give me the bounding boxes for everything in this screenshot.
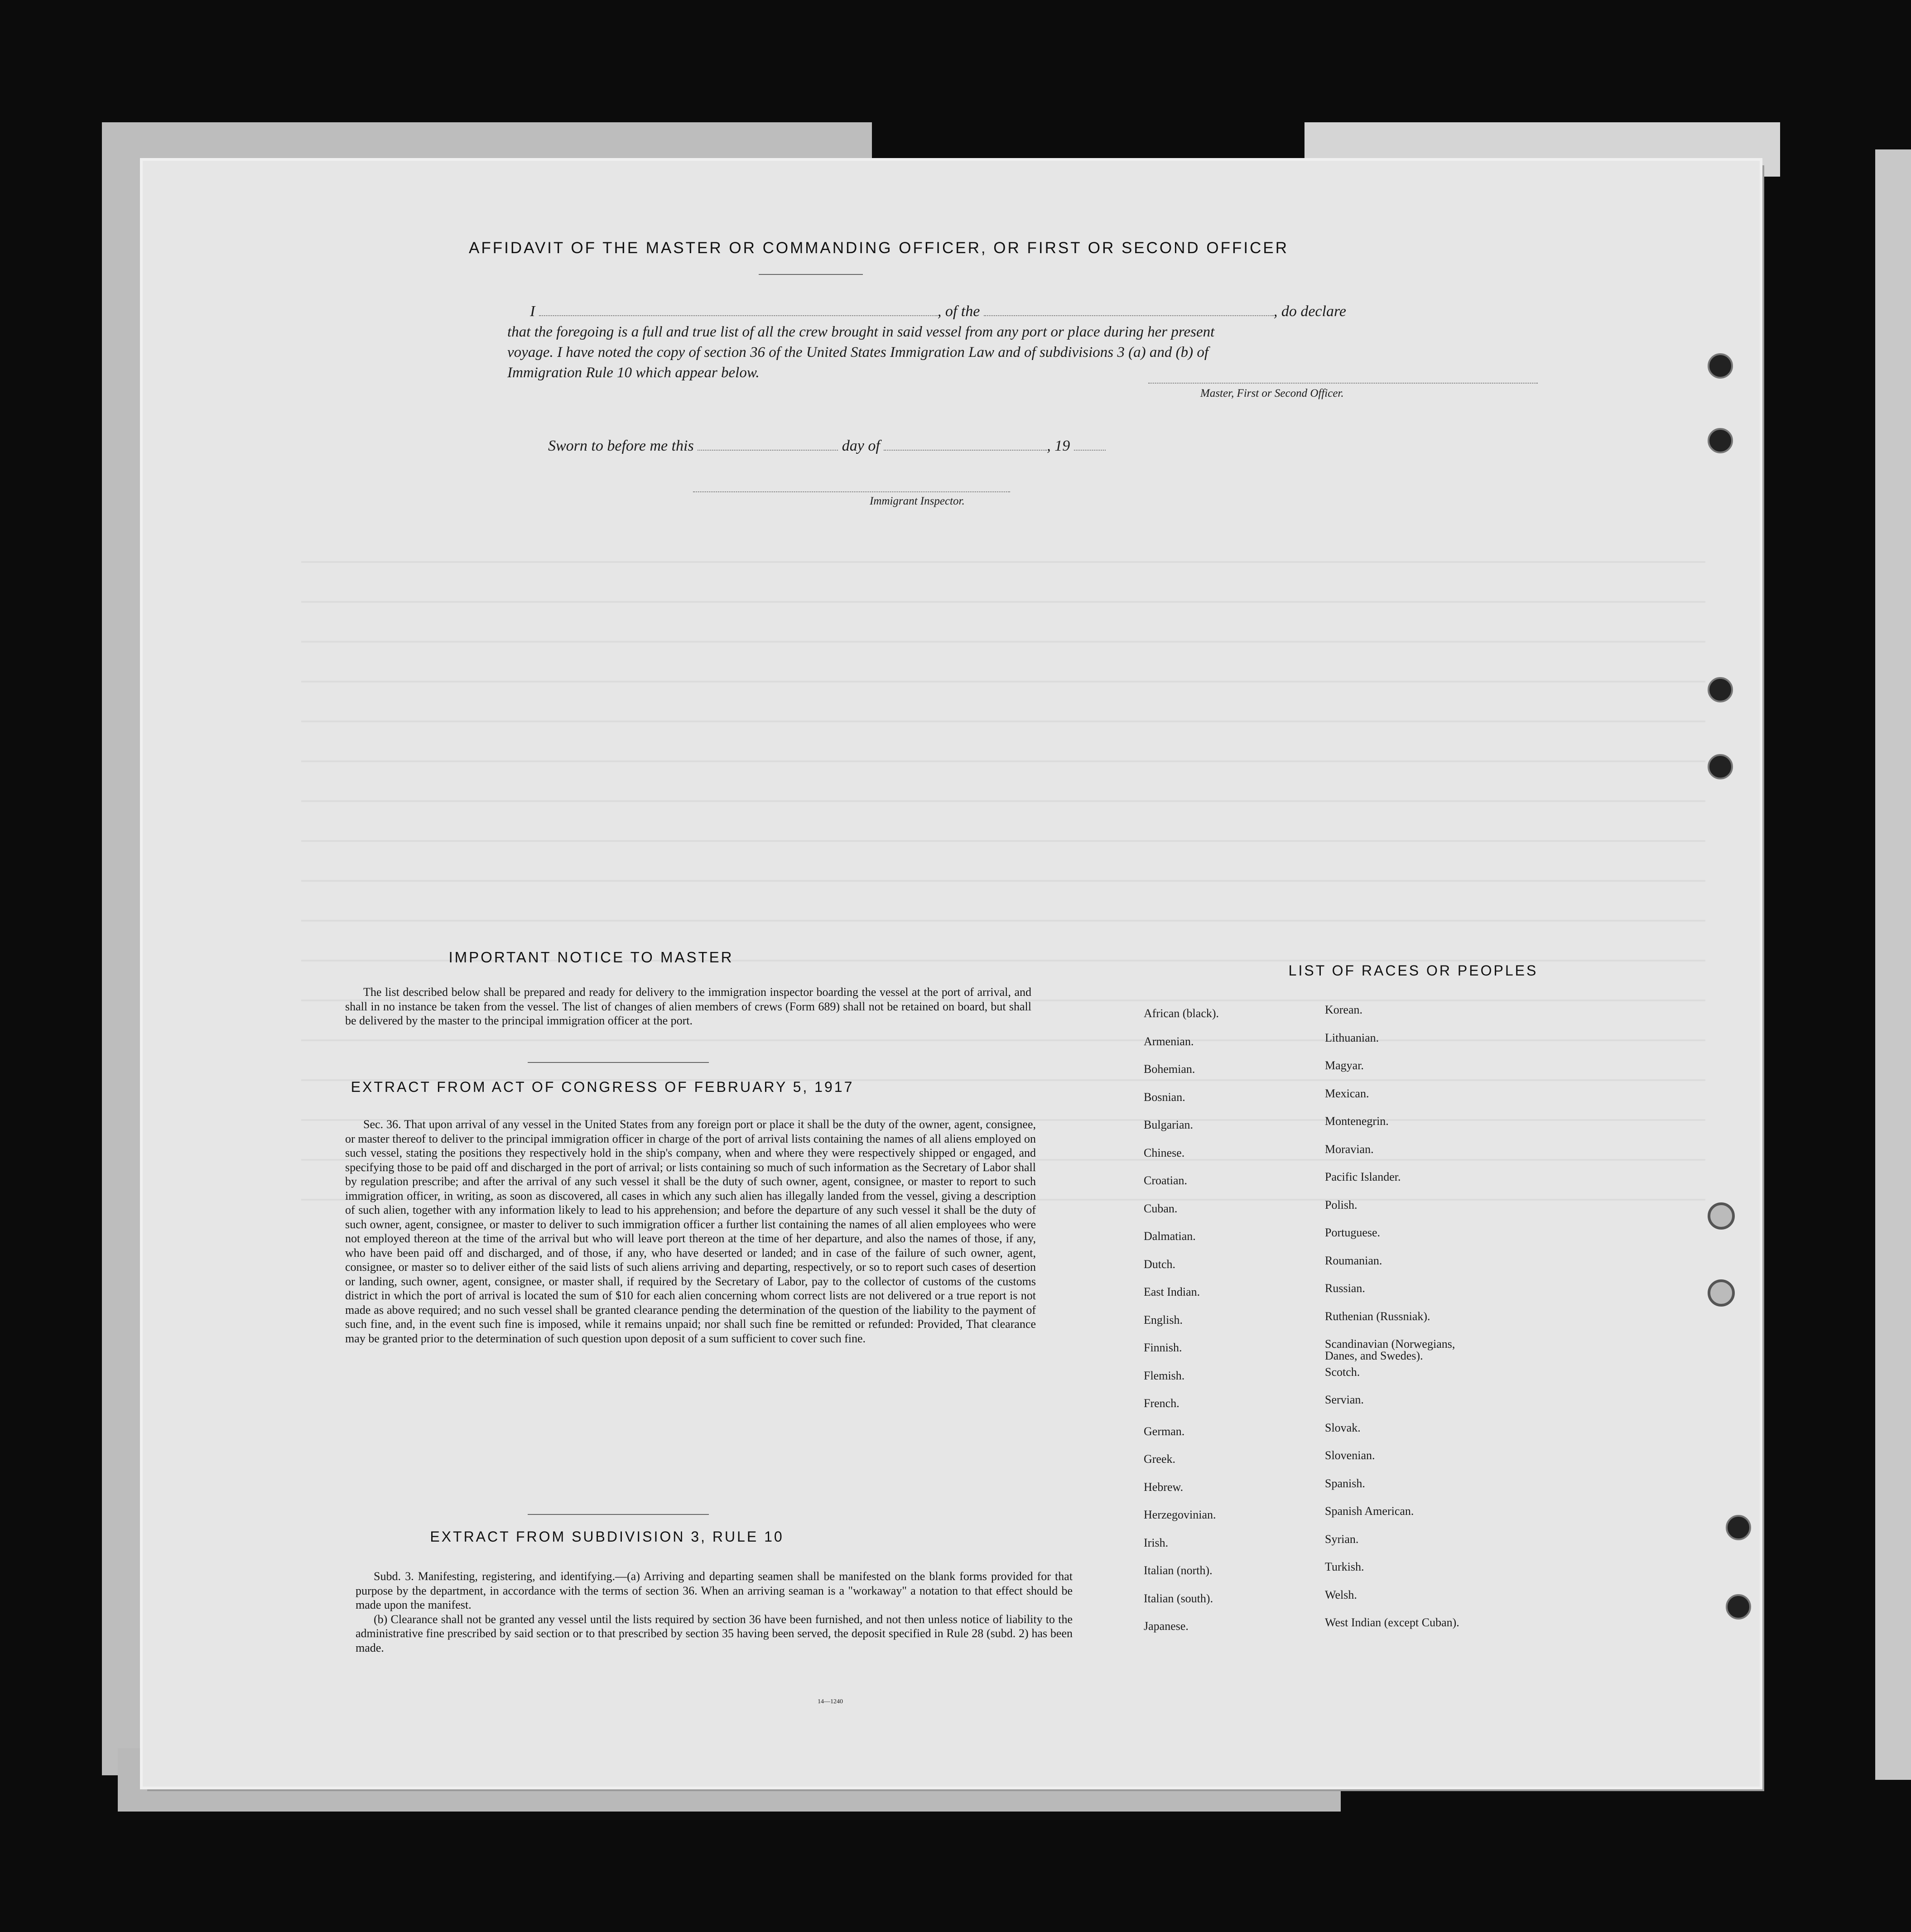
section-rule [528, 1062, 709, 1063]
declaration-text: that the foregoing is a full and true list of all the crew brought in said vessel from any port or place during her present [507, 324, 1215, 340]
declarant-name-field[interactable] [539, 303, 938, 316]
race-item: Dutch. [1144, 1257, 1176, 1271]
race-item: French. [1144, 1397, 1179, 1410]
race-item: Slovak. [1325, 1421, 1361, 1434]
race-item: East Indian. [1144, 1285, 1200, 1298]
race-item: West Indian (except Cuban). [1325, 1616, 1459, 1629]
race-item: Italian (north). [1144, 1564, 1213, 1577]
rule-extract-text [356, 1569, 1073, 1655]
race-item: Bulgarian. [1144, 1118, 1194, 1131]
sworn-month-label: day of [842, 437, 880, 454]
race-item: Finnish. [1144, 1341, 1182, 1354]
affidavit-heading: AFFIDAVIT OF THE MASTER OR COMMANDING OFFICER, OR FIRST OR SECOND OFFICER [468, 239, 1289, 257]
race-item: Herzegovinian. [1144, 1508, 1216, 1521]
vessel-label: , of the [937, 303, 980, 320]
race-item: Hebrew. [1144, 1480, 1184, 1494]
races-column-2 [1325, 1004, 1597, 1645]
declaration-line [530, 303, 1346, 320]
act-extract-text [345, 1117, 1036, 1346]
declarant-label: I [530, 303, 535, 320]
race-item: Servian. [1325, 1393, 1364, 1406]
race-item: Bohemian. [1144, 1062, 1195, 1076]
race-item: Mexican. [1325, 1086, 1369, 1100]
race-item: Korean. [1325, 1003, 1363, 1016]
notice-paragraph: The list described below shall be prepared and ready for delivery to the immigration inspector boarding the vessel at the port of arrival, and shall in no instance be taken from the vessel. The list of changes of alien members of crews (Form 689) shall not be retained on board, but shall be delivered by the master to the principal immigration officer at the port. [345, 985, 1031, 1027]
race-item: Armenian. [1144, 1034, 1194, 1048]
race-item: Flemish. [1144, 1369, 1185, 1382]
race-item: Greek. [1144, 1452, 1176, 1466]
rule-extract-heading: EXTRACT FROM SUBDIVISION 3, RULE 10 [430, 1528, 784, 1545]
race-item: Russian. [1325, 1282, 1365, 1295]
underlying-sheet-right [1875, 149, 1911, 1780]
race-item: Moravian. [1325, 1142, 1374, 1156]
race-item: Slovenian. [1325, 1449, 1375, 1462]
sworn-year-field[interactable] [1074, 437, 1106, 451]
sworn-label: Sworn to before me this [548, 437, 694, 454]
inspector-caption: Immigrant Inspector. [870, 495, 965, 507]
act-extract-heading: EXTRACT FROM ACT OF CONGRESS OF FEBRUARY 5, 1917 [351, 1079, 854, 1095]
punch-hole [1708, 428, 1733, 453]
race-item: Roumanian. [1325, 1254, 1382, 1267]
section-36-paragraph: Sec. 36. That upon arrival of any vessel in the United States from any foreign port or place it shall be the duty of the owner, agent, consignee, or master thereof to deliver to the principal immigration officer in charge of the port of arrival lists containing the names of all aliens employed on such vessel, stating the positions they respectively hold in the ship's company, when and where they were respectively shipped or engaged, and specifying those to be paid off and discharged in the port of arrival; or lists containing so much of such information as the Secretary of Labor shall by regulation prescribe; and after the arrival of any such vessel it shall be the duty of such owner, agent, consignee, or master to report to such immigration officer, in writing, as soon as discovered, all cases in which any such alien has illegally landed from the vessel, giving a description of such alien, together with any information likely to lead to his apprehension; and before the departure of any such vessel it shall be the duty of such owner, agent, consignee, or master to deliver to such immigration officer a further list containing the names of all alien employees who were not employed thereon at the time of the arrival but who will leave port thereon at the time of her departure, and also the names of those, if any, who have been paid off and discharged, and of those, if any, who have deserted or landed; and in case of the failure of such owner, agent, consignee, or master so to deliver either of the said lists of such aliens arriving and departing, respectively, or so to report such cases of desertion or landing, such owner, agent, consignee, or master shall, if required by the Secretary of Labor, pay to the collector of customs of the customs district in which the port of arrival is located the sum of $10 for each alien concerning whom correct lists are not delivered or a true report is not made as above required; and no such vessel shall be granted clearance pending the determination of the question of the liability to the payment of such fine, and, in the event such fine is imposed, while it remains unpaid; nor shall such fine be remitted or refunded: Provided, That clearance may be granted prior to the determination of such question upon deposit of a sum sufficient to cover such fine. [345, 1118, 1036, 1345]
punch-hole [1726, 1515, 1751, 1540]
race-item: German. [1144, 1424, 1185, 1438]
punch-hole [1708, 353, 1733, 379]
rule-paragraph-a: Subd. 3. Manifesting, registering, and identifying.—(a) Arriving and departing seamen shall be manifested on the blank forms provided for that purpose by the department, in accordance with the terms of section 36. When an arriving seaman is a "workaway" a notation to that effect should be made upon the manifest. [356, 1570, 1073, 1611]
declaration-text: voyage. I have noted the copy of section 36 of the United States Immigration Law and of subdivisions 3 (a) and (b) of [507, 344, 1209, 360]
sworn-year-label: , 19 [1047, 437, 1070, 454]
race-item: Montenegrin. [1325, 1115, 1389, 1128]
sworn-month-field[interactable] [884, 437, 1047, 451]
sworn-day-field[interactable] [698, 437, 838, 451]
punch-hole [1708, 1279, 1735, 1307]
race-item: African (black). [1144, 1007, 1219, 1020]
race-item: English. [1144, 1313, 1183, 1326]
master-signature-caption: Master, First or Second Officer. [1200, 387, 1344, 399]
inspector-signature-field[interactable] [693, 491, 1010, 492]
race-item: Italian (south). [1144, 1591, 1213, 1605]
race-item: Welsh. [1325, 1588, 1357, 1601]
form-number: 14—1240 [818, 1698, 843, 1705]
race-item: Scandinavian (Norwegians, Danes, and Swedes). [1325, 1337, 1455, 1362]
race-item: Chinese. [1144, 1146, 1185, 1159]
sworn-line [548, 437, 1106, 455]
race-item: Turkish. [1325, 1560, 1364, 1573]
race-item: Spanish. [1325, 1476, 1365, 1490]
punch-hole [1708, 754, 1733, 779]
punch-hole [1726, 1594, 1751, 1620]
race-item: Polish. [1325, 1198, 1357, 1211]
notice-text [345, 985, 1031, 1028]
section-rule [528, 1514, 709, 1515]
race-item: Cuban. [1144, 1201, 1178, 1215]
race-item: Magyar. [1325, 1059, 1364, 1072]
race-item: Lithuanian. [1325, 1031, 1379, 1044]
vessel-name-field[interactable] [984, 303, 1274, 316]
rule-paragraph-b: (b) Clearance shall not be granted any vessel until the lists required by section 36 have been furnished, and not then unless notice of liability to the administrative fine prescribed by said section or to that prescribed by section 35 having been served, the deposit specified in Rule 28 (subd. 2) has been made. [356, 1612, 1073, 1654]
race-item: Japanese. [1144, 1620, 1189, 1633]
master-signature-field[interactable] [1148, 383, 1538, 384]
race-item: Spanish American. [1325, 1504, 1414, 1518]
punch-hole [1708, 677, 1733, 702]
declare-label: , do declare [1273, 303, 1347, 320]
race-item: Scotch. [1325, 1365, 1360, 1379]
race-item: Syrian. [1325, 1532, 1359, 1546]
punch-hole [1708, 1202, 1735, 1230]
race-item: Croatian. [1144, 1174, 1188, 1187]
race-item: Dalmatian. [1144, 1230, 1196, 1243]
heading-rule [759, 274, 863, 275]
race-item: Bosnian. [1144, 1090, 1185, 1104]
notice-heading: IMPORTANT NOTICE TO MASTER [448, 949, 734, 966]
race-item: Irish. [1144, 1536, 1169, 1549]
race-item: Portuguese. [1325, 1226, 1381, 1239]
races-heading: LIST OF RACES OR PEOPLES [1288, 962, 1538, 979]
race-item: Pacific Islander. [1325, 1170, 1401, 1183]
declaration-text: Immigration Rule 10 which appear below. [507, 365, 760, 381]
affidavit-page [143, 161, 1760, 1787]
race-item: Ruthenian (Russniak). [1325, 1309, 1430, 1323]
